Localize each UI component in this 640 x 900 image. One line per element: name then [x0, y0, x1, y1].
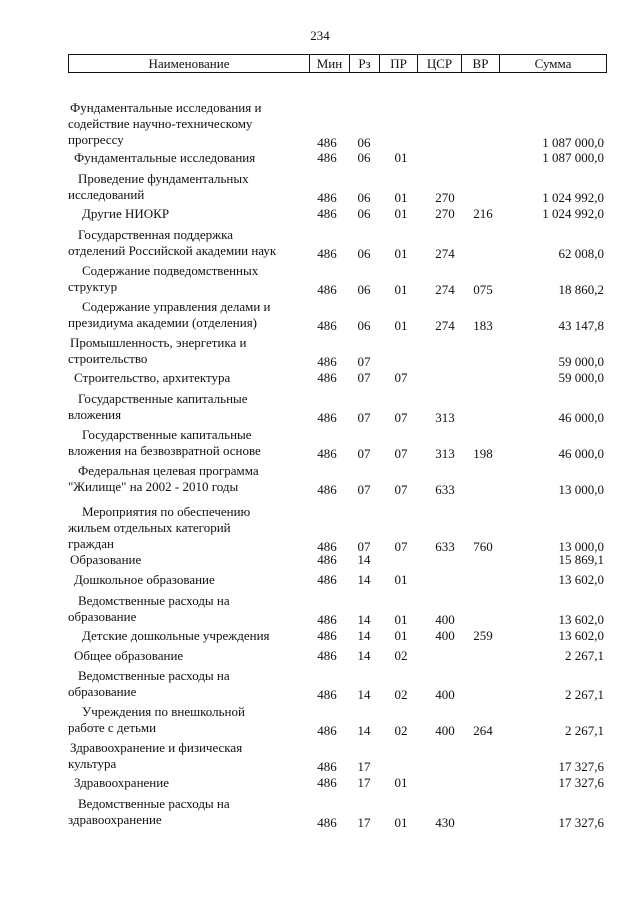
row-name-line: Содержание подведомственных — [82, 263, 259, 278]
row-name-line: Федеральная целевая программа — [78, 463, 259, 478]
row-name — [68, 740, 300, 772]
row-name-line: вложения на безвозвратной основе — [68, 443, 261, 458]
cell-pr: 01 — [394, 245, 408, 261]
row-name-line: Мероприятия по обеспечению — [82, 504, 251, 519]
cell-sum: 17 327,6 — [558, 758, 604, 774]
row-name-line: Другие НИОКР — [82, 206, 170, 221]
cell-csr: 430 — [435, 814, 455, 830]
cell-vr: 216 — [473, 206, 493, 221]
cell-pr: 01 — [394, 814, 408, 830]
cell-vr: 259 — [473, 628, 493, 643]
row-name-line: Дошкольное образование — [74, 572, 215, 587]
cell-sum: 2 267,1 — [565, 722, 604, 738]
row-name — [68, 572, 300, 588]
row-name-line: Фундаментальные исследования и — [70, 100, 262, 115]
row-name — [68, 504, 300, 552]
cell-csr: 274 — [435, 245, 455, 261]
row-name-line: Государственные капитальные — [82, 427, 252, 442]
cell-min: 486 — [317, 539, 337, 554]
cell-pr: 01 — [394, 775, 408, 790]
cell-pr: 02 — [394, 686, 408, 702]
row-name-line: здравоохранение — [68, 812, 162, 827]
header-min: Мин — [309, 55, 349, 72]
cell-pr: 01 — [394, 189, 408, 205]
row-name-line: Строительство, архитектура — [74, 370, 231, 385]
row-name-line: граждан — [68, 536, 114, 551]
cell-min: 486 — [317, 814, 337, 830]
row-name-line: структур — [68, 279, 118, 294]
row-name — [68, 171, 300, 203]
cell-sum: 59 000,0 — [558, 370, 604, 385]
row-name-line: культура — [68, 756, 117, 771]
row-name-line: Государственная поддержка — [78, 227, 234, 242]
row-name-line: Учреждения по внешкольной — [82, 704, 245, 719]
cell-csr: 400 — [435, 722, 455, 738]
cell-min: 486 — [317, 611, 337, 627]
cell-min: 486 — [317, 353, 337, 369]
row-name — [68, 463, 300, 495]
cell-sum: 13 602,0 — [558, 611, 604, 627]
cell-rz: 07 — [357, 370, 371, 385]
row-name — [68, 628, 300, 644]
cell-sum: 13 602,0 — [558, 572, 604, 587]
row-name — [68, 593, 300, 625]
row-name-line: Образование — [70, 552, 142, 567]
cell-sum: 13 000,0 — [558, 481, 604, 497]
cell-csr: 270 — [435, 189, 455, 205]
row-name-line: работе с детьми — [68, 720, 157, 735]
cell-pr: 07 — [394, 370, 408, 385]
cell-min: 486 — [317, 150, 337, 165]
cell-vr: 183 — [473, 317, 493, 333]
cell-min: 486 — [317, 722, 337, 738]
row-name-line: Детские дошкольные учреждения — [82, 628, 270, 643]
cell-pr: 07 — [394, 445, 408, 461]
cell-min: 486 — [317, 370, 337, 385]
row-name-line: Здравоохранение и физическая — [70, 740, 243, 755]
row-name — [68, 370, 300, 386]
cell-min: 486 — [317, 445, 337, 461]
cell-csr: 400 — [435, 628, 455, 643]
cell-vr: 264 — [473, 722, 493, 738]
cell-sum: 1 024 992,0 — [542, 206, 604, 221]
cell-min: 486 — [317, 317, 337, 333]
cell-csr: 274 — [435, 281, 455, 297]
cell-csr: 633 — [435, 481, 455, 497]
cell-min: 486 — [317, 572, 337, 587]
cell-rz: 14 — [357, 611, 371, 627]
row-name-line: жильем отдельных категорий — [68, 520, 231, 535]
cell-rz: 17 — [357, 775, 371, 790]
row-name-line: Здравоохранение — [74, 775, 169, 790]
row-name — [68, 227, 300, 259]
cell-pr: 01 — [394, 611, 408, 627]
header-csr: ЦСР — [417, 55, 461, 72]
cell-rz: 14 — [357, 572, 371, 587]
cell-min: 486 — [317, 758, 337, 774]
cell-sum: 1 087 000,0 — [542, 135, 604, 150]
row-name-line: президиума академии (отделения) — [68, 315, 258, 330]
cell-sum: 59 000,0 — [558, 353, 604, 369]
cell-min: 486 — [317, 409, 337, 425]
row-name-line: Содержание управления делами и — [82, 299, 271, 314]
cell-sum: 46 000,0 — [558, 445, 604, 461]
cell-rz: 07 — [357, 539, 371, 554]
cell-rz: 07 — [357, 409, 371, 425]
row-name — [68, 775, 300, 791]
cell-csr: 400 — [435, 611, 455, 627]
cell-csr: 313 — [435, 445, 455, 461]
row-name-line: строительство — [68, 351, 148, 366]
cell-min: 486 — [317, 135, 337, 150]
cell-rz: 06 — [357, 135, 371, 150]
cell-pr: 07 — [394, 539, 408, 554]
cell-rz: 17 — [357, 814, 371, 830]
cell-rz: 06 — [357, 281, 371, 297]
cell-sum: 15 869,1 — [558, 552, 604, 567]
cell-sum: 17 327,6 — [558, 775, 604, 790]
cell-pr: 01 — [394, 628, 408, 643]
row-name — [68, 335, 300, 367]
cell-pr: 01 — [394, 317, 408, 333]
row-name — [68, 427, 300, 459]
cell-rz: 06 — [357, 245, 371, 261]
cell-csr: 633 — [435, 539, 455, 554]
row-name-line: образование — [68, 684, 137, 699]
row-name-line: Проведение фундаментальных — [78, 171, 249, 186]
row-name-line: вложения — [68, 407, 122, 422]
cell-sum: 13 602,0 — [558, 628, 604, 643]
cell-sum: 43 147,8 — [558, 317, 604, 333]
row-name — [68, 796, 300, 828]
row-name-line: образование — [68, 609, 137, 624]
row-name-line: "Жилище" на 2002 - 2010 годы — [68, 479, 239, 494]
header-name: Наименование — [148, 56, 230, 71]
cell-rz: 14 — [357, 648, 371, 663]
cell-min: 486 — [317, 245, 337, 261]
row-name-line: исследований — [68, 187, 145, 202]
cell-rz: 17 — [357, 758, 371, 774]
cell-min: 486 — [317, 686, 337, 702]
cell-min: 486 — [317, 189, 337, 205]
cell-pr: 01 — [394, 206, 408, 221]
cell-min: 486 — [317, 552, 337, 567]
cell-rz: 06 — [357, 150, 371, 165]
row-name-line: Ведомственные расходы на — [78, 593, 230, 608]
cell-min: 486 — [317, 628, 337, 643]
row-name — [68, 263, 300, 295]
cell-pr: 01 — [394, 572, 408, 587]
cell-sum: 2 267,1 — [565, 686, 604, 702]
row-name — [68, 704, 300, 736]
cell-sum: 13 000,0 — [558, 539, 604, 554]
page-number: 234 — [310, 28, 330, 43]
cell-pr: 02 — [394, 722, 408, 738]
cell-sum: 46 000,0 — [558, 409, 604, 425]
cell-csr: 270 — [435, 206, 455, 221]
cell-vr: 198 — [473, 445, 493, 461]
row-name — [68, 668, 300, 700]
cell-rz: 07 — [357, 481, 371, 497]
cell-rz: 07 — [357, 353, 371, 369]
cell-pr: 07 — [394, 481, 408, 497]
row-name — [68, 299, 300, 331]
cell-sum: 1 024 992,0 — [542, 189, 604, 205]
row-name-line: содействие научно-техническому — [68, 116, 253, 131]
cell-vr: 760 — [473, 539, 493, 554]
cell-sum: 17 327,6 — [558, 814, 604, 830]
cell-rz: 06 — [357, 206, 371, 221]
cell-sum: 2 267,1 — [565, 648, 604, 663]
cell-rz: 07 — [357, 445, 371, 461]
cell-sum: 62 008,0 — [558, 245, 604, 261]
row-name — [68, 648, 300, 664]
row-name — [68, 100, 300, 148]
cell-rz: 14 — [357, 686, 371, 702]
row-name-line: Ведомственные расходы на — [78, 796, 230, 811]
header-sum: Сумма — [499, 55, 606, 72]
row-name-line: Государственные капитальные — [78, 391, 248, 406]
header-rz: Рз — [349, 55, 379, 72]
cell-pr: 07 — [394, 409, 408, 425]
cell-sum: 1 087 000,0 — [542, 150, 604, 165]
header-vr: ВР — [461, 55, 499, 72]
row-name-line: Общее образование — [74, 648, 184, 663]
cell-rz: 14 — [357, 552, 371, 567]
row-name-line: Фундаментальные исследования — [74, 150, 256, 165]
cell-min: 486 — [317, 206, 337, 221]
row-name — [68, 391, 300, 423]
cell-rz: 14 — [357, 628, 371, 643]
cell-csr: 274 — [435, 317, 455, 333]
cell-min: 486 — [317, 481, 337, 497]
cell-csr: 313 — [435, 409, 455, 425]
row-name — [68, 552, 300, 568]
cell-vr: 075 — [473, 281, 493, 297]
row-name-line: прогрессу — [68, 132, 124, 147]
cell-csr: 400 — [435, 686, 455, 702]
cell-rz: 06 — [357, 317, 371, 333]
cell-min: 486 — [317, 281, 337, 297]
row-name-line: Ведомственные расходы на — [78, 668, 230, 683]
cell-rz: 14 — [357, 722, 371, 738]
cell-rz: 06 — [357, 189, 371, 205]
cell-min: 486 — [317, 775, 337, 790]
row-name-line: Промышленность, энергетика и — [70, 335, 247, 350]
header-pr: ПР — [379, 55, 417, 72]
cell-pr: 01 — [394, 281, 408, 297]
row-name — [68, 150, 300, 166]
cell-pr: 02 — [394, 648, 408, 663]
cell-pr: 01 — [394, 150, 408, 165]
cell-min: 486 — [317, 648, 337, 663]
row-name-line: отделений Российской академии наук — [68, 243, 277, 258]
cell-sum: 18 860,2 — [558, 281, 604, 297]
row-name — [68, 206, 300, 222]
